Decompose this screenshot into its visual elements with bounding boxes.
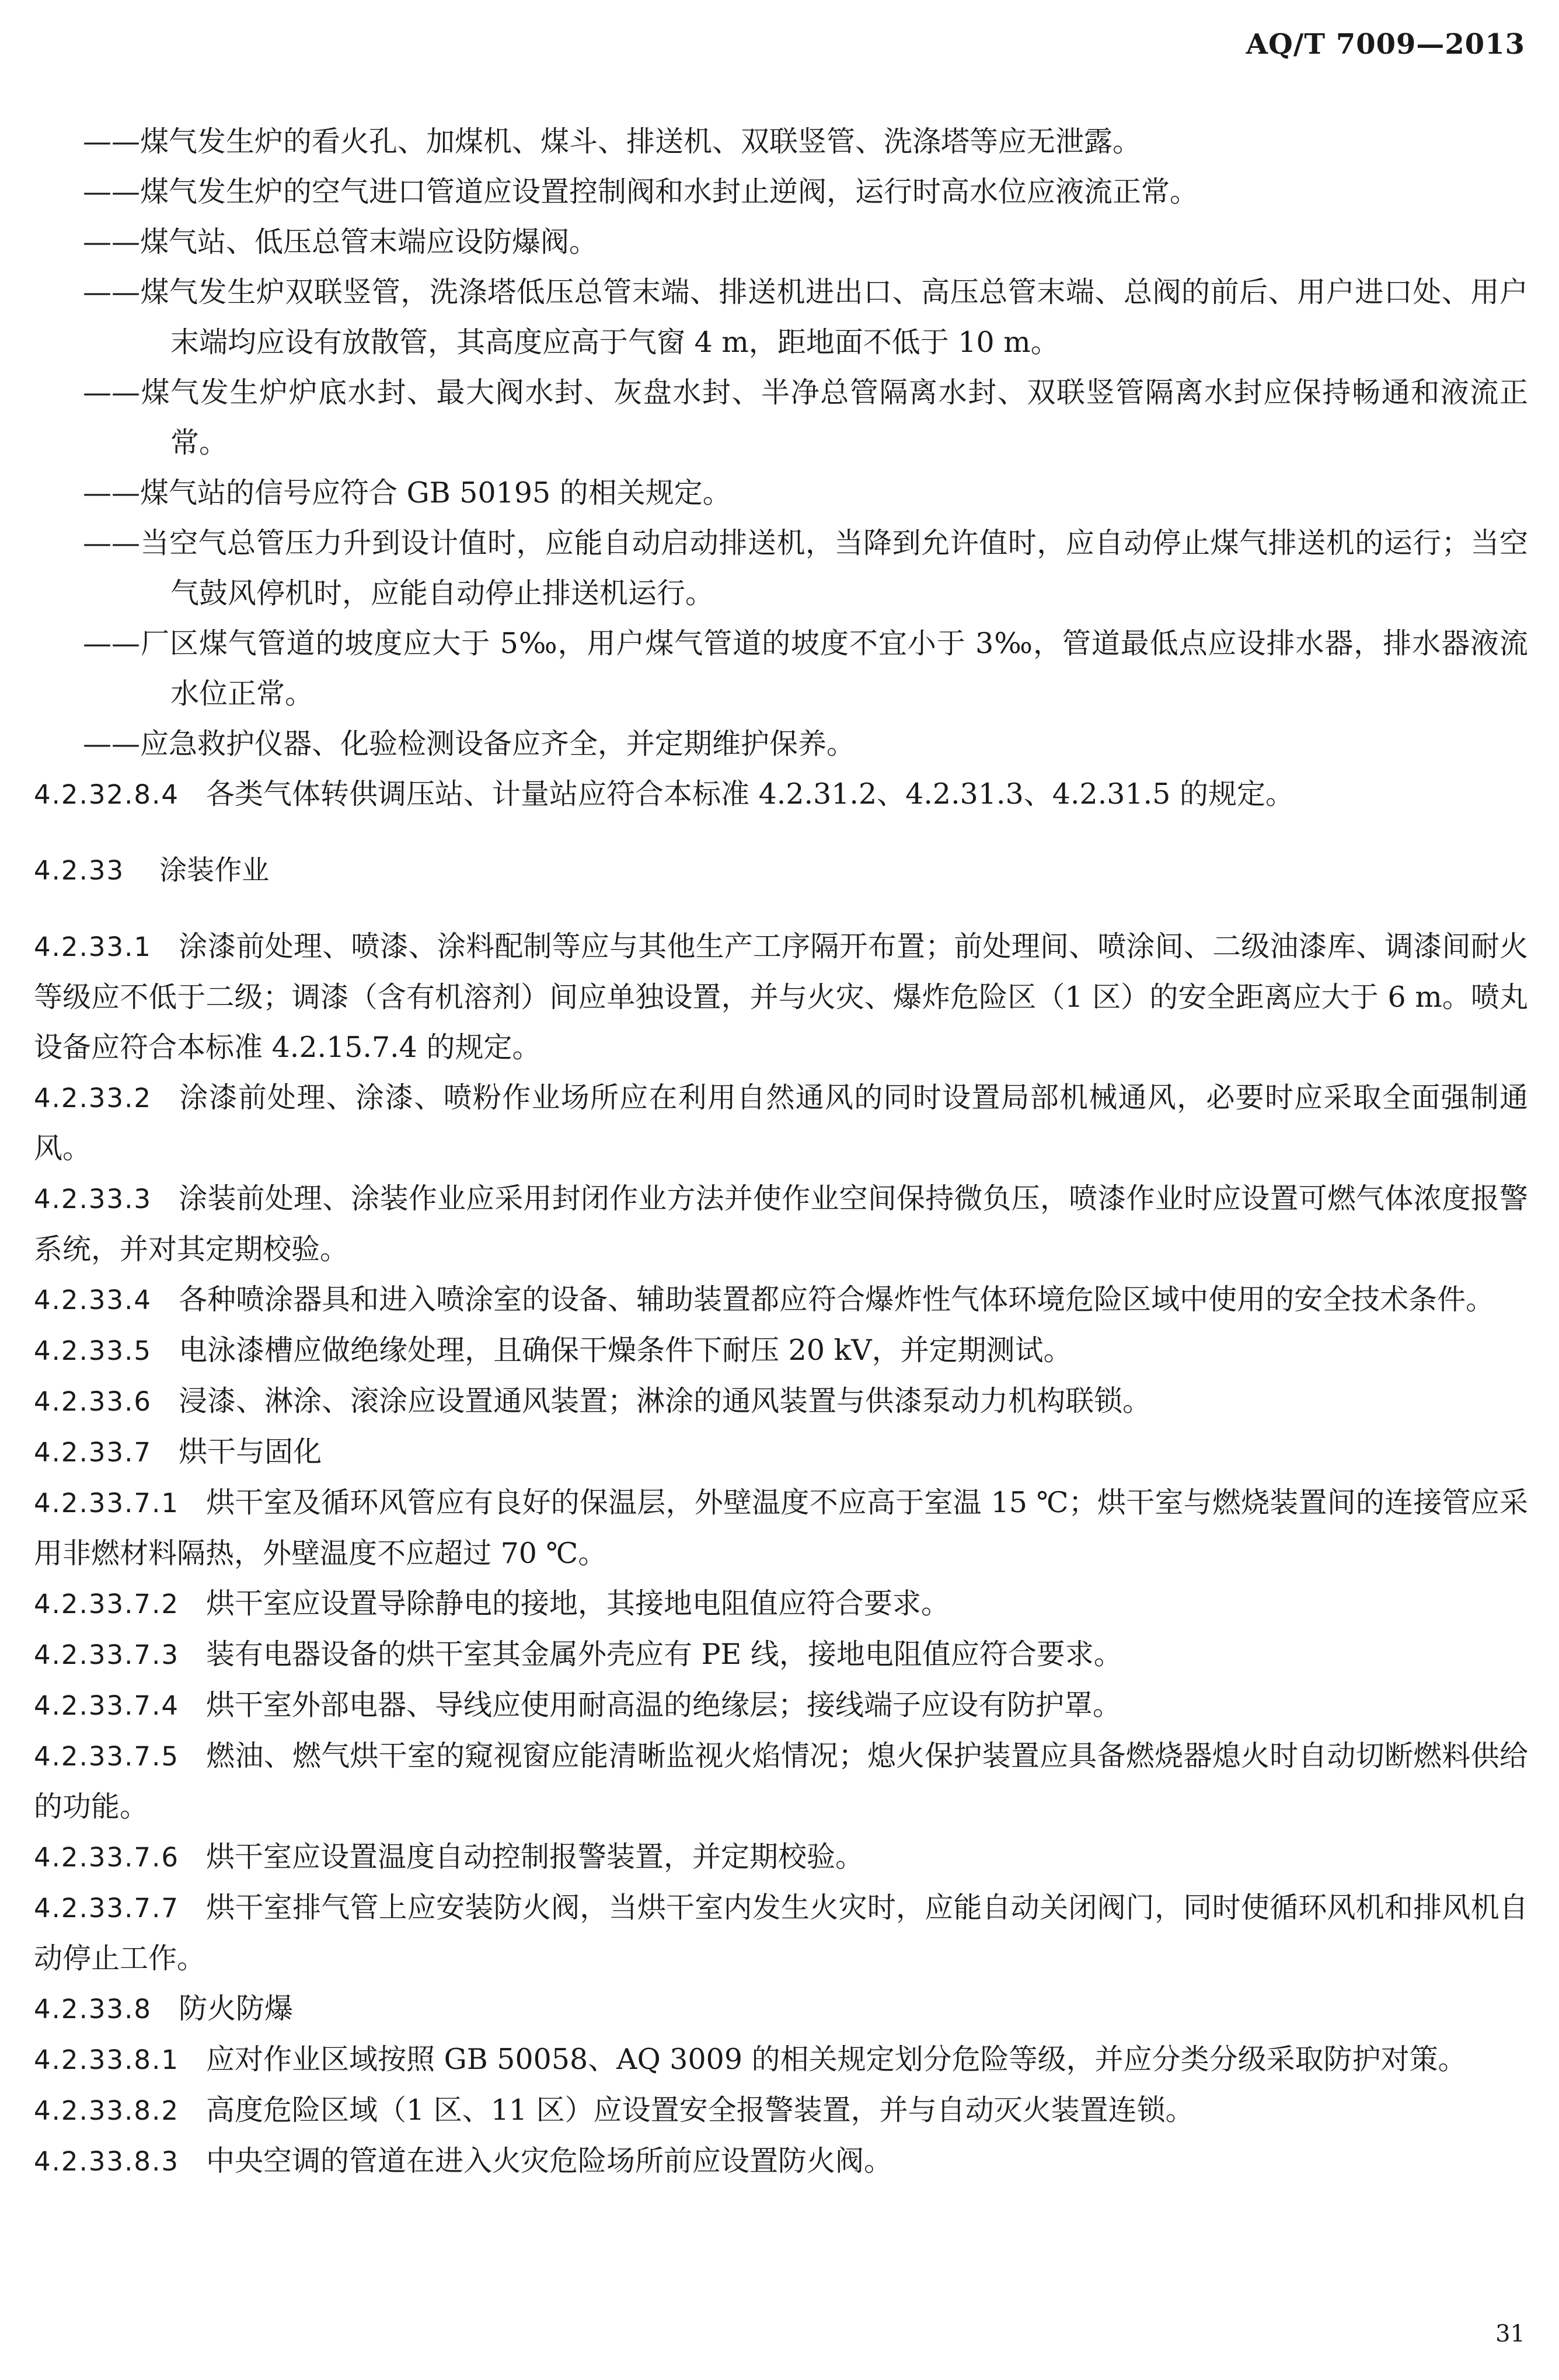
clause-number: 4.2.33.7.4 xyxy=(34,1690,179,1721)
clause-number: 4.2.33.6 xyxy=(34,1386,152,1417)
list-item: ——煤气发生炉的看火孔、加煤机、煤斗、排送机、双联竖管、洗涤塔等应无泄露。 xyxy=(83,125,1142,158)
clause-text: 装有电器设备的烘干室其金属外壳应有 PE 线，接地电阻值应符合要求。 xyxy=(206,1638,1122,1671)
clause-number: 4.2.33.3 xyxy=(34,1184,152,1215)
clause-text: 涂装前处理、涂装作业应采用封闭作业方法并使作业空间保持微负压，喷漆作业时应设置可燃气体浓度报警系统，并对其定期校验。 xyxy=(34,1182,1528,1266)
clause-text: 各种喷涂器具和进入喷涂室的设备、辅助装置都应符合爆炸性气体环境危险区域中使用的安全技术条件。 xyxy=(179,1283,1495,1316)
clause-number: 4.2.33.8.2 xyxy=(34,2095,179,2126)
list-item: ——应急救护仪器、化验检测设备应齐全，并定期维护保养。 xyxy=(83,727,856,760)
clause-number: 4.2.33.8.3 xyxy=(34,2146,179,2177)
clause-number: 4.2.33.1 xyxy=(34,931,152,962)
clause-text: 烘干室外部电器、导线应使用耐高温的绝缘层；接线端子应设有防护罩。 xyxy=(206,1688,1122,1722)
clause-number: 4.2.33.4 xyxy=(34,1285,152,1315)
document-body xyxy=(34,117,1528,2187)
clause-number: 4.2.33.8 xyxy=(34,1994,152,2025)
list-item: ——煤气站的信号应符合 GB 50195 的相关规定。 xyxy=(83,476,731,509)
clause-number: 4.2.33.7.2 xyxy=(34,1589,179,1620)
clause xyxy=(34,1275,1528,1325)
clause xyxy=(34,1680,1528,1731)
clause-number: 4.2.33.7.3 xyxy=(34,1639,179,1670)
clause-text: 烘干室及循环风管应有良好的保温层，外壁温度不应高于室温 15 ℃；烘干室与燃烧装置间的连接管应采用非燃材料隔热，外壁温度不应超过 70 ℃。 xyxy=(34,1486,1528,1570)
clause xyxy=(34,1883,1528,1984)
clause-number: 4.2.33.2 xyxy=(34,1083,152,1114)
clause xyxy=(34,1629,1528,1680)
clause-number: 4.2.33.7.7 xyxy=(34,1893,179,1924)
list-item: ——煤气发生炉炉底水封、最大阀水封、灰盘水封、半净总管隔离水封、双联竖管隔离水封应保持畅通和液流正常。 xyxy=(83,376,1528,459)
section-number: 4.2.33 xyxy=(34,855,125,886)
clause-number: 4.2.33.5 xyxy=(34,1335,152,1366)
list-item: ——煤气发生炉双联竖管，洗涤塔低压总管末端、排送机进出口、高压总管末端、总阀的前后、用户进口处、用户末端均应设有放散管，其高度应高于气窗 4 m，距地面不低于 10 m。 xyxy=(83,275,1528,359)
clause xyxy=(34,1731,1528,1832)
list-item: ——厂区煤气管道的坡度应大于 5‰，用户煤气管道的坡度不宜小于 3‰，管道最低点应设排水器，排水器液流水位正常。 xyxy=(83,627,1528,710)
section-title: 涂装作业 xyxy=(159,854,270,887)
clause-text: 烘干室应设置导除静电的接地，其接地电阻值应符合要求。 xyxy=(206,1587,950,1620)
list-item: ——煤气发生炉的空气进口管道应设置控制阀和水封止逆阀，运行时高水位应液流正常。 xyxy=(83,175,1199,208)
clause-number: 4.2.33.7.5 xyxy=(34,1741,179,1772)
list-item: ——当空气总管压力升到设计值时，应能自动启动排送机，当降到允许值时，应自动停止煤气排送机的运行；当空气鼓风停机时，应能自动停止排送机运行。 xyxy=(83,526,1528,610)
clause-text: 各类气体转供调压站、计量站应符合本标准 4.2.31.2、4.2.31.3、4.2.31.5 的规定。 xyxy=(206,777,1294,811)
clause-text: 电泳漆槽应做绝缘处理，且确保干燥条件下耐压 20 kV，并定期测试。 xyxy=(179,1334,1072,1367)
clause-4-2-32-8-4 xyxy=(34,769,1528,820)
clause-text: 应对作业区域按照 GB 50058、AQ 3009 的相关规定划分危险等级，并应分类分级采取防护对策。 xyxy=(206,2043,1467,2076)
clause xyxy=(34,1174,1528,1275)
clause xyxy=(34,2085,1528,2136)
clause xyxy=(34,922,1528,1073)
clause xyxy=(34,1073,1528,1174)
clause-number: 4.2.33.7.6 xyxy=(34,1842,179,1873)
clause-number: 4.2.32.8.4 xyxy=(34,779,179,810)
clause-number: 4.2.33.7.1 xyxy=(34,1488,179,1519)
clause xyxy=(34,2136,1528,2187)
clause-text: 涂漆前处理、涂漆、喷粉作业场所应在利用自然通风的同时设置局部机械通风，必要时应采取全面强制通风。 xyxy=(34,1081,1528,1165)
clause xyxy=(34,1376,1528,1427)
clause-text: 浸漆、淋涂、滚涂应设置通风装置；淋涂的通风装置与供漆泵动力机构联锁。 xyxy=(179,1384,1152,1418)
clause xyxy=(34,1984,1528,2034)
list-item: ——煤气站、低压总管末端应设防爆阀。 xyxy=(83,225,598,259)
clause xyxy=(34,1325,1528,1376)
clause-number: 4.2.33.8.1 xyxy=(34,2044,179,2075)
clause-number: 4.2.33.7 xyxy=(34,1437,152,1468)
clause-text: 高度危险区域（1 区、11 区）应设置安全报警装置，并与自动灭火装置连锁。 xyxy=(206,2093,1194,2127)
clause-text: 烘干室应设置温度自动控制报警装置，并定期校验。 xyxy=(206,1840,864,1873)
clause xyxy=(34,1478,1528,1579)
clause xyxy=(34,2034,1528,2085)
clause-text: 涂漆前处理、喷漆、涂料配制等应与其他生产工序隔开布置；前处理间、喷涂间、二级油漆库、调漆间耐火等级应不低于二级；调漆（含有机溶剂）间应单独设置，并与火灾、爆炸危险区（1 区）的安全距离应大于 6 m。喷丸设备应符合本标准 4.2.15.7.4 的规定。 xyxy=(34,930,1528,1064)
clause-text: 烘干与固化 xyxy=(179,1435,322,1468)
clause xyxy=(34,1427,1528,1478)
page-number: 31 xyxy=(1495,2320,1525,2347)
clause xyxy=(34,1579,1528,1629)
clause-text: 中央空调的管道在进入火灾危险场所前应设置防火阀。 xyxy=(206,2144,893,2177)
clause xyxy=(34,1832,1528,1883)
section-heading xyxy=(34,846,1528,896)
clause-text: 烘干室排气管上应安装防火阀，当烘干室内发生火灾时，应能自动关闭阀门，同时使循环风机和排风机自动停止工作。 xyxy=(34,1891,1528,1975)
clause-text: 燃油、燃气烘干室的窥视窗应能清晰监视火焰情况；熄火保护装置应具备燃烧器熄火时自动切断燃料供给的功能。 xyxy=(34,1739,1528,1823)
clause-text: 防火防爆 xyxy=(179,1992,294,2025)
document-code: AQ/T 7009—2013 xyxy=(1246,28,1525,61)
